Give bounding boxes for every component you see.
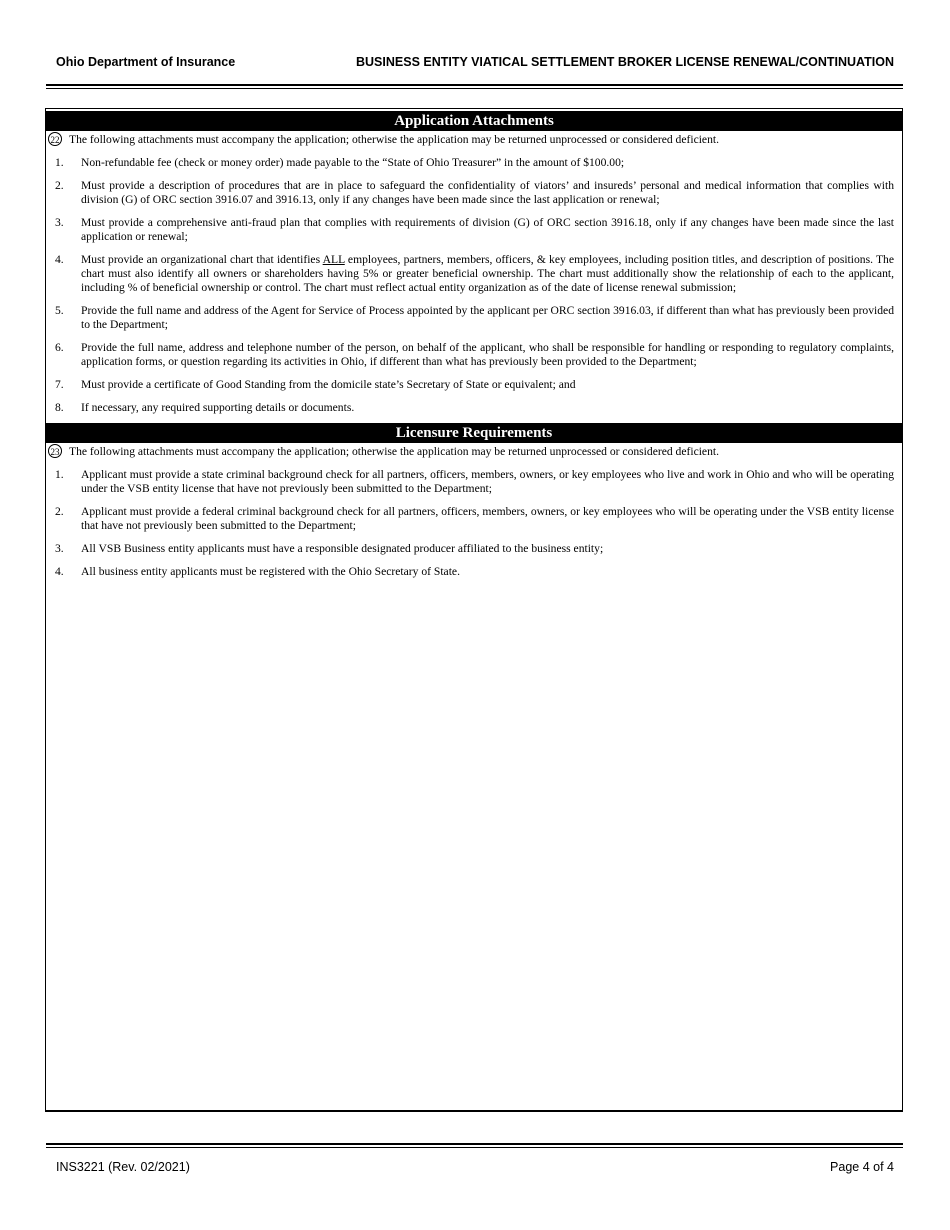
item-text-underlined: ALL — [322, 253, 345, 266]
item-text: Applicant must provide a state criminal background check for all partners, officers, members, owners, or key employees who live and work in Ohio and who will be operating under the VSB entity license that have not previously been submitted to the Department; — [81, 468, 894, 495]
list-item — [46, 401, 902, 415]
item-text: Must provide a certificate of Good Standing from the domicile state’s Secretary of State or equivalent; and — [81, 378, 576, 391]
item-number: 2. — [55, 179, 64, 192]
section-intro — [46, 445, 902, 459]
section-intro — [46, 133, 902, 147]
item-number: 3. — [55, 216, 64, 229]
footer-rule — [46, 1143, 903, 1145]
page-number: Page 4 of 4 — [830, 1160, 894, 1174]
list-item — [46, 505, 902, 533]
attachments-list — [46, 156, 902, 415]
list-item — [46, 304, 902, 332]
item-number: 2. — [55, 505, 64, 518]
header-agency: Ohio Department of Insurance — [56, 55, 236, 69]
item-number: 4. — [55, 253, 64, 266]
item-text: If necessary, any required supporting details or documents. — [81, 401, 355, 414]
requirements-list — [46, 468, 902, 579]
header-rule — [46, 84, 903, 86]
item-text: Must provide an organizational chart that identifies — [81, 253, 323, 266]
item-text: Provide the full name, address and telephone number of the person, on behalf of the applicant, who shall be responsible for handling or responding to regulatory complaints, application forms, or question regarding its activities in Ohio, if different than what has previously been provided to the Department; — [81, 341, 894, 368]
list-item — [46, 253, 902, 295]
item-text: Provide the full name and address of the Agent for Service of Process appointed by the applicant per ORC section 3916.03, if different than what has previously been provided to the Department; — [81, 304, 894, 331]
form-frame — [45, 108, 903, 1112]
header-rule-thin — [46, 88, 903, 89]
circled-number-23: 23 — [48, 444, 62, 458]
list-item — [46, 341, 902, 369]
item-text: employees, partners, members, officers, & key employees, including position titles, and description of positions. The chart must also identify all owners or shareholders having 5% or greater beneficial ownership. The chart must additionally show the relationship of each to the applicant, including % of beneficial ownership or control. The chart must reflect actual entity organization as of the date of license renewal submission; — [81, 253, 895, 294]
item-number: 5. — [55, 304, 64, 317]
item-number: 1. — [55, 156, 64, 169]
item-text: Must provide a description of procedures that are in place to safeguard the confidentiality of viators’ and insureds’ personal and medical information that complies with division (G) of ORC section 3916.07 and 3916.13, only if any changes have been made since the last application or renewal; — [81, 179, 894, 206]
item-number: 1. — [55, 468, 64, 481]
section-intro-text: The following attachments must accompany the application; otherwise the application may be returned unprocessed or considered deficient. — [69, 445, 719, 458]
item-text: Applicant must provide a federal criminal background check for all partners, officers, members, owners, or key employees who will be operating under the VSB entity license that have not previously been submitted to the Department; — [81, 505, 894, 532]
item-text: Non-refundable fee (check or money order) made payable to the “State of Ohio Treasurer” in the amount of $100.00; — [81, 156, 625, 169]
list-item — [46, 378, 902, 392]
list-item — [46, 468, 902, 496]
header-form-title: BUSINESS ENTITY VIATICAL SETTLEMENT BROKER LICENSE RENEWAL/CONTINUATION — [356, 55, 894, 69]
section-title-application-attachments: Application Attachments — [46, 111, 902, 131]
item-number: 4. — [55, 565, 64, 578]
list-item — [46, 565, 902, 579]
list-item — [46, 542, 902, 556]
item-number: 7. — [55, 378, 64, 391]
circled-number-22: 22 — [48, 132, 62, 146]
footer-rule-thin — [46, 1147, 903, 1148]
section-title-licensure-requirements: Licensure Requirements — [46, 423, 902, 443]
item-number: 6. — [55, 341, 64, 354]
item-number: 3. — [55, 542, 64, 555]
list-item — [46, 156, 902, 170]
item-text: All business entity applicants must be registered with the Ohio Secretary of State. — [81, 565, 460, 578]
item-number: 8. — [55, 401, 64, 414]
item-text: Must provide a comprehensive anti-fraud plan that complies with requirements of division (G) of ORC section 3916.18, only if any changes have been made since the last application or renewal; — [81, 216, 894, 243]
item-text: All VSB Business entity applicants must have a responsible designated producer affiliated to the business entity; — [81, 542, 604, 555]
section-intro-text: The following attachments must accompany the application; otherwise the application may be returned unprocessed or considered deficient. — [69, 133, 719, 146]
form-number: INS3221 (Rev. 02/2021) — [56, 1160, 190, 1174]
list-item — [46, 179, 902, 207]
list-item — [46, 216, 902, 244]
